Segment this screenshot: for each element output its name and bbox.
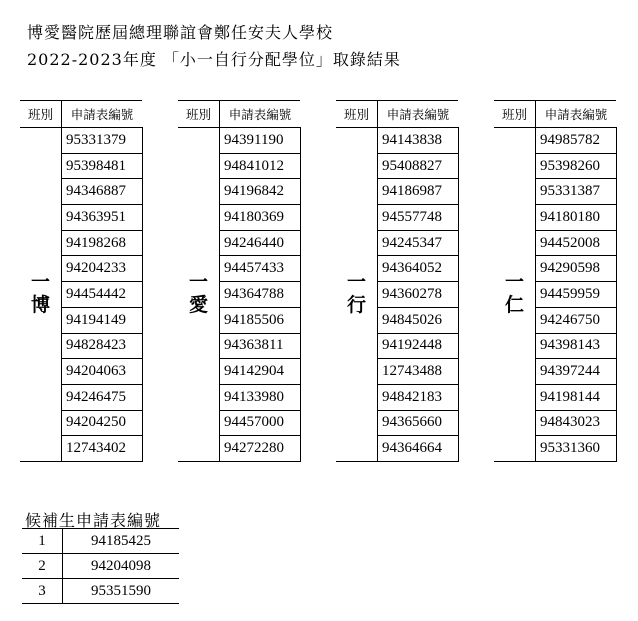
class-table bbox=[336, 100, 459, 462]
reserve-index: 1 bbox=[22, 529, 63, 554]
application-number: 94185506 bbox=[220, 307, 301, 333]
application-number: 94198268 bbox=[62, 230, 143, 256]
application-number: 94196842 bbox=[220, 179, 301, 205]
application-number: 94192448 bbox=[378, 333, 459, 359]
application-number: 94457433 bbox=[220, 256, 301, 282]
class-column-header: 班別 bbox=[178, 101, 220, 128]
application-number: 94557748 bbox=[378, 205, 459, 231]
class-name-char: 一 bbox=[346, 271, 366, 294]
application-number: 94391190 bbox=[220, 128, 301, 154]
application-number: 94828423 bbox=[62, 333, 143, 359]
application-number: 94194149 bbox=[62, 307, 143, 333]
application-number: 94363951 bbox=[62, 205, 143, 231]
application-number: 94452008 bbox=[536, 230, 617, 256]
application-number: 12743488 bbox=[378, 359, 459, 385]
app-no-column-header: 申請表編號 bbox=[536, 101, 617, 128]
class-name bbox=[178, 128, 220, 462]
reserve-application-number: 95351590 bbox=[63, 579, 180, 604]
application-number: 94246475 bbox=[62, 384, 143, 410]
class-name bbox=[336, 128, 378, 462]
school-name: 博愛醫院歷屆總理聯誼會鄭任安夫人學校 bbox=[27, 23, 334, 42]
reserve-row bbox=[22, 529, 179, 554]
reserve-row bbox=[22, 579, 179, 604]
app-no-column-header: 申請表編號 bbox=[62, 101, 143, 128]
application-number: 94365660 bbox=[378, 410, 459, 436]
reserve-application-number: 94204098 bbox=[63, 554, 180, 579]
application-number: 94133980 bbox=[220, 384, 301, 410]
application-number: 94843023 bbox=[536, 410, 617, 436]
class-name bbox=[494, 128, 536, 462]
result-title: 2022-2023年度 「小一自行分配學位」取錄結果 bbox=[27, 50, 401, 69]
class-table bbox=[20, 100, 143, 462]
application-number: 94204063 bbox=[62, 359, 143, 385]
reserve-index: 3 bbox=[22, 579, 63, 604]
application-number: 94204233 bbox=[62, 256, 143, 282]
application-number: 95331360 bbox=[536, 436, 617, 462]
application-number: 95331379 bbox=[62, 128, 143, 154]
class-table bbox=[178, 100, 301, 462]
application-number: 94180180 bbox=[536, 205, 617, 231]
application-number: 95398260 bbox=[536, 153, 617, 179]
table-row bbox=[494, 128, 616, 154]
application-number: 94364788 bbox=[220, 282, 301, 308]
application-number: 94841012 bbox=[220, 153, 301, 179]
reserve-index: 2 bbox=[22, 554, 63, 579]
application-number: 95398481 bbox=[62, 153, 143, 179]
app-no-column-header: 申請表編號 bbox=[378, 101, 459, 128]
application-number: 94246440 bbox=[220, 230, 301, 256]
application-number: 94246750 bbox=[536, 307, 617, 333]
reserve-application-number: 94185425 bbox=[63, 529, 180, 554]
class-table bbox=[494, 100, 617, 462]
application-number: 94397244 bbox=[536, 359, 617, 385]
reserve-table bbox=[22, 528, 179, 604]
application-number: 94459959 bbox=[536, 282, 617, 308]
application-number: 94454442 bbox=[62, 282, 143, 308]
application-number: 94142904 bbox=[220, 359, 301, 385]
application-number: 94842183 bbox=[378, 384, 459, 410]
class-name-char: 博 bbox=[30, 294, 50, 317]
application-number: 94180369 bbox=[220, 205, 301, 231]
class-name bbox=[20, 128, 62, 462]
app-no-column-header: 申請表編號 bbox=[220, 101, 301, 128]
class-name-char: 一 bbox=[30, 271, 50, 294]
class-column-header: 班別 bbox=[494, 101, 536, 128]
application-number: 94143838 bbox=[378, 128, 459, 154]
application-number: 94985782 bbox=[536, 128, 617, 154]
application-number: 94457000 bbox=[220, 410, 301, 436]
reserve-row bbox=[22, 554, 179, 579]
class-name-char: 仁 bbox=[504, 294, 524, 317]
application-number: 94186987 bbox=[378, 179, 459, 205]
class-column-header: 班別 bbox=[336, 101, 378, 128]
application-number: 94346887 bbox=[62, 179, 143, 205]
class-name-char: 一 bbox=[188, 271, 208, 294]
application-number: 12743402 bbox=[62, 436, 143, 462]
application-number: 95331387 bbox=[536, 179, 617, 205]
table-row bbox=[336, 128, 458, 154]
class-name-char: 愛 bbox=[188, 294, 208, 317]
application-number: 94198144 bbox=[536, 384, 617, 410]
class-name-char: 行 bbox=[346, 294, 366, 317]
application-number: 94398143 bbox=[536, 333, 617, 359]
application-number: 94204250 bbox=[62, 410, 143, 436]
class-name-char: 一 bbox=[504, 271, 524, 294]
application-number: 94364052 bbox=[378, 256, 459, 282]
table-row bbox=[178, 128, 300, 154]
application-number: 94290598 bbox=[536, 256, 617, 282]
application-number: 94360278 bbox=[378, 282, 459, 308]
application-number: 94245347 bbox=[378, 230, 459, 256]
application-number: 94363811 bbox=[220, 333, 301, 359]
table-row bbox=[20, 128, 142, 154]
application-number: 94845026 bbox=[378, 307, 459, 333]
application-number: 94364664 bbox=[378, 436, 459, 462]
application-number: 94272280 bbox=[220, 436, 301, 462]
application-number: 95408827 bbox=[378, 153, 459, 179]
class-column-header: 班別 bbox=[20, 101, 62, 128]
reserve-list-title: 候補生申請表編號 bbox=[25, 511, 162, 530]
